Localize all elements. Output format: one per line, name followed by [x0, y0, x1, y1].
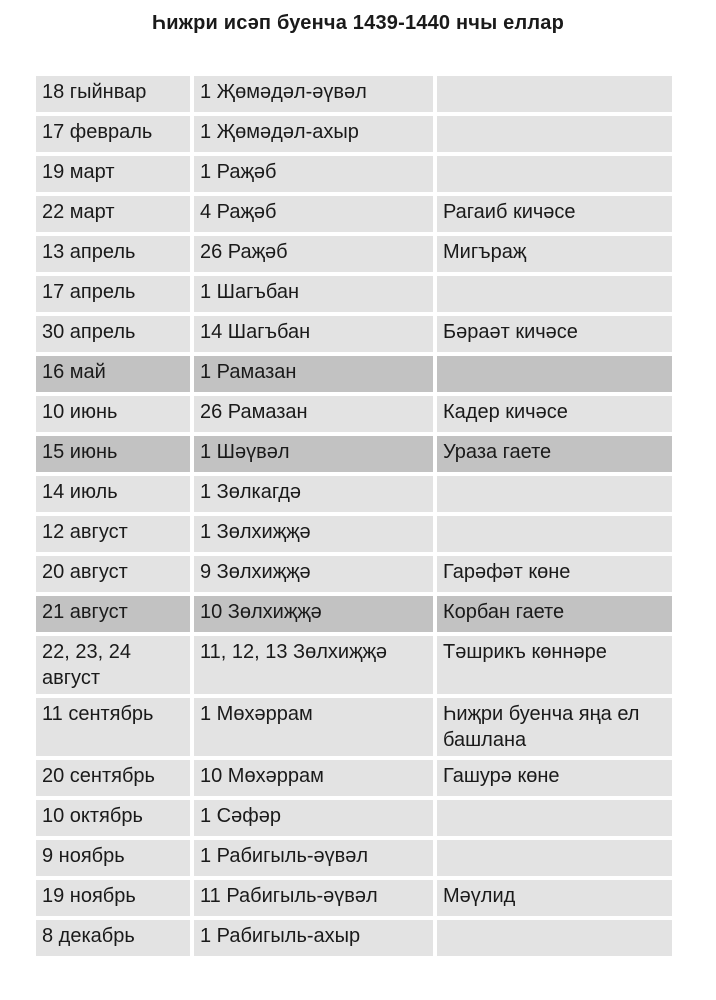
hijri-date-cell: 1 Сәфәр [194, 800, 433, 836]
table-row [36, 556, 676, 592]
event-cell [437, 800, 672, 836]
hijri-date-cell: 1 Зөлхиҗҗә [194, 516, 433, 552]
table-row [36, 76, 676, 112]
table-row [36, 396, 676, 432]
event-cell: Һиҗри буенча яңа ел башлана [437, 698, 672, 756]
hijri-date-cell: 26 Раҗәб [194, 236, 433, 272]
date-cell: 30 апрель [36, 316, 190, 352]
table-row [36, 116, 676, 152]
hijri-date-cell: 1 Рабигыль-әүвәл [194, 840, 433, 876]
hijri-date-cell: 1 Мөхәррам [194, 698, 433, 756]
date-cell: 8 декабрь [36, 920, 190, 956]
event-cell [437, 356, 672, 392]
date-cell: 17 апрель [36, 276, 190, 312]
hijri-date-cell: 26 Рамазан [194, 396, 433, 432]
date-cell: 21 август [36, 596, 190, 632]
table-row [36, 840, 676, 876]
table-row [36, 516, 676, 552]
hijri-date-cell: 1 Рамазан [194, 356, 433, 392]
table-row [36, 476, 676, 512]
event-cell [437, 156, 672, 192]
hijri-calendar-table [36, 76, 676, 960]
table-row-highlighted [36, 356, 676, 392]
date-cell: 22 март [36, 196, 190, 232]
hijri-date-cell: 11, 12, 13 Зөлхиҗҗә [194, 636, 433, 694]
table-row [36, 156, 676, 192]
table-row [36, 880, 676, 916]
hijri-date-cell: 1 Рабигыль-ахыр [194, 920, 433, 956]
table-row-highlighted [36, 436, 676, 472]
table-row-highlighted [36, 596, 676, 632]
date-cell: 16 май [36, 356, 190, 392]
table-row [36, 316, 676, 352]
date-cell: 19 ноябрь [36, 880, 190, 916]
hijri-date-cell: 14 Шагъбан [194, 316, 433, 352]
event-cell [437, 476, 672, 512]
date-cell: 12 август [36, 516, 190, 552]
event-cell: Тәшрикъ көннәре [437, 636, 672, 694]
date-cell: 20 август [36, 556, 190, 592]
event-cell: Гашурә көне [437, 760, 672, 796]
hijri-date-cell: 1 Шәүвәл [194, 436, 433, 472]
event-cell [437, 276, 672, 312]
date-cell: 20 сентябрь [36, 760, 190, 796]
hijri-date-cell: 11 Рабигыль-әүвәл [194, 880, 433, 916]
event-cell: Корбан гаете [437, 596, 672, 632]
hijri-date-cell: 4 Раҗәб [194, 196, 433, 232]
event-cell: Гарәфәт көне [437, 556, 672, 592]
hijri-date-cell: 9 Зөлхиҗҗә [194, 556, 433, 592]
hijri-date-cell: 10 Мөхәррам [194, 760, 433, 796]
date-cell: 18 гыйнвар [36, 76, 190, 112]
page-title: Һижри исәп буенча 1439-1440 нчы еллар [151, 12, 565, 34]
event-cell [437, 76, 672, 112]
event-cell [437, 516, 672, 552]
table-row [36, 800, 676, 836]
date-cell: 22, 23, 24 август [36, 636, 190, 694]
date-cell: 13 апрель [36, 236, 190, 272]
date-cell: 9 ноябрь [36, 840, 190, 876]
table-row [36, 920, 676, 956]
hijri-date-cell: 1 Җөмәдәл-әүвәл [194, 76, 433, 112]
event-cell: Рагаиб кичәсе [437, 196, 672, 232]
event-cell: Мәүлид [437, 880, 672, 916]
table-row [36, 698, 676, 756]
date-cell: 19 март [36, 156, 190, 192]
event-cell: Бәраәт кичәсе [437, 316, 672, 352]
event-cell [437, 116, 672, 152]
table-row [36, 236, 676, 272]
event-cell [437, 840, 672, 876]
hijri-date-cell: 1 Раҗәб [194, 156, 433, 192]
date-cell: 11 сентябрь [36, 698, 190, 756]
hijri-date-cell: 1 Шагъбан [194, 276, 433, 312]
event-cell: Кадер кичәсе [437, 396, 672, 432]
hijri-date-cell: 1 Зөлкагдә [194, 476, 433, 512]
table-row [36, 276, 676, 312]
date-cell: 14 июль [36, 476, 190, 512]
hijri-date-cell: 10 Зөлхиҗҗә [194, 596, 433, 632]
date-cell: 10 июнь [36, 396, 190, 432]
date-cell: 10 октябрь [36, 800, 190, 836]
table-row [36, 196, 676, 232]
date-cell: 15 июнь [36, 436, 190, 472]
hijri-date-cell: 1 Җөмәдәл-ахыр [194, 116, 433, 152]
event-cell: Мигъраҗ [437, 236, 672, 272]
event-cell: Ураза гаете [437, 436, 672, 472]
table-row [36, 636, 676, 694]
event-cell [437, 920, 672, 956]
date-cell: 17 февраль [36, 116, 190, 152]
table-row [36, 760, 676, 796]
